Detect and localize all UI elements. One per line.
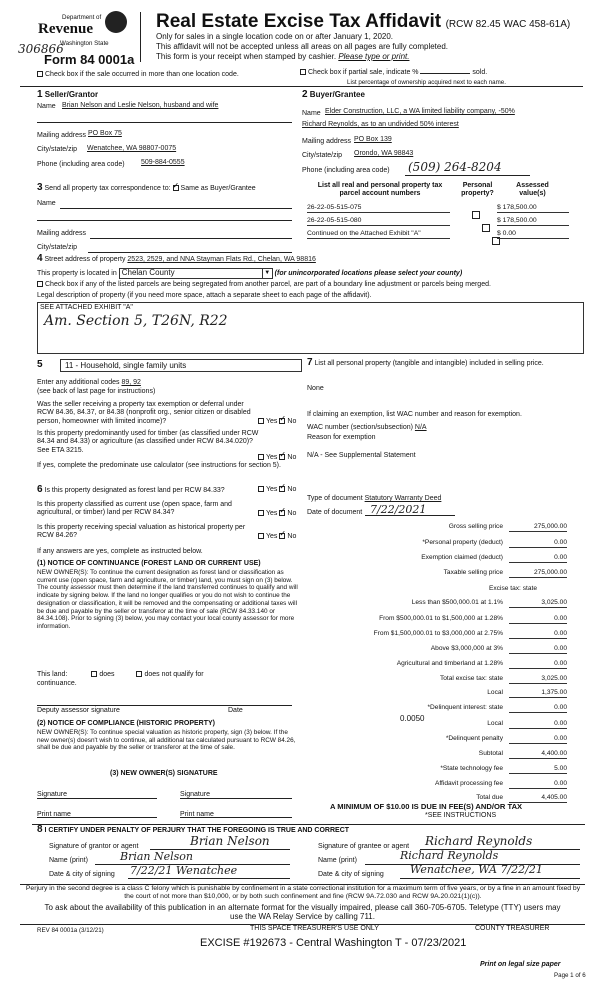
header-divider [140, 12, 141, 62]
street-address-row: 4 Street address of property 2523, 2529, and NNA Stayman Flats Rd., Chelan, WA 98816 [37, 253, 316, 264]
legal-typed: SEE ATTACHED EXHIBIT "A" [40, 304, 133, 311]
notice3-title: (3) NEW OWNER(S) SIGNATURE [110, 770, 218, 777]
receipt-stamp: EXCISE #192673 - Central Washington T - 07/23/2021 [200, 937, 467, 949]
buyer-phone-label: Phone (including area code) [302, 167, 390, 174]
corr-name-label: Name [37, 200, 56, 207]
parcel-number[interactable]: 26-22-05-515-075 [307, 204, 450, 213]
agency-logo-icon [105, 11, 127, 33]
tax-row-value[interactable]: 0.00 [509, 779, 567, 789]
tax-row [305, 629, 567, 638]
tax-row-value[interactable]: 0.00 [509, 644, 567, 654]
grantor-sig-label: Signature of grantor or agent [49, 843, 139, 850]
subtitle-3-text: This form is your receipt when stamped by cashier. [156, 52, 337, 61]
partial-sale-checkbox[interactable] [300, 69, 306, 75]
buyer-phone-field[interactable]: (509) 264-8204 [408, 160, 502, 174]
doc-date-line [365, 515, 455, 516]
tax-row-value[interactable]: 3,025.00 [509, 598, 567, 608]
tax-row [305, 568, 567, 577]
multi-location-checkbox[interactable] [37, 71, 43, 77]
doc-date-field[interactable]: 7/22/2021 [370, 503, 427, 516]
tax-row-label: Less than $500,000.01 at 1.1% [411, 599, 503, 606]
type-or-print: Please type or print. [338, 52, 410, 61]
grantee-signature[interactable]: Richard Reynolds [425, 834, 533, 848]
tax-row [305, 674, 567, 683]
chevron-down-icon[interactable]: ▼ [262, 269, 272, 278]
tax-row-label: From $500,000.01 to $1,500,000 at 1.28% [379, 615, 503, 622]
personal-header: Personal property? [461, 182, 494, 198]
buyer-mail-label: Mailing address [302, 138, 352, 145]
corr-mail-line[interactable] [90, 238, 292, 239]
certify-row: 8 I CERTIFY UNDER PENALTY OF PERJURY THAT THE FOREGOING IS TRUE AND CORRECT [37, 824, 350, 835]
tax-row [305, 719, 567, 728]
grantee-name[interactable]: Richard Reynolds [400, 849, 499, 862]
seller-mail-label: Mailing address [37, 132, 87, 139]
tax-row [305, 734, 567, 743]
tax-row-value[interactable]: 0.00 [509, 629, 567, 639]
parcel-header: List all real and personal property tax parcel account numbers [317, 182, 443, 198]
tax-row-value[interactable]: 0.00 [509, 538, 567, 548]
notice1-title: (1) NOTICE OF CONTINUANCE (FOREST LAND OR CURRENT USE) [37, 560, 261, 567]
owner-sig-label-1: Signature [37, 791, 67, 798]
minimum-due: A MINIMUM OF $10.00 IS DUE IN FEE(S) AND/OR TAX [330, 802, 523, 811]
handwritten-number: 306866 [18, 42, 64, 56]
title-ref: (RCW 82.45 WAC 458-61A) [445, 19, 571, 30]
legal-handwritten: Am. Section 5, T26N, R22 [44, 313, 228, 329]
buyer-name-field-1[interactable]: Elder Construction, LLC, a WA limited liability company, -50% [325, 108, 515, 115]
title-text: Real Estate Excise Tax Affidavit [156, 11, 442, 32]
tax-row-value[interactable]: 275,000.00 [509, 568, 567, 578]
tax-row [305, 764, 567, 773]
assessed-header: Assessed value(s) [516, 182, 549, 198]
corr-mail-label: Mailing address [37, 230, 87, 237]
page-title [156, 11, 570, 33]
tax-row-label: From $1,500,000.01 to $3,000,000 at 2.75% [373, 630, 503, 637]
historic-question: Is this property receiving special valuation as historical property per RCW 84.26? [37, 524, 246, 540]
county-treasurer: COUNTY TREASURER [475, 925, 550, 932]
tax-row [305, 584, 567, 593]
alt-format-notice: To ask about the availability of this publication in an alternate format for the visually impaired, please call 360-705-6705. Teletype (TTY) users may use the WA Relay Service by calling 711. [44, 903, 561, 922]
tax-row [305, 614, 567, 623]
buyer-name-label: Name [302, 110, 321, 117]
tax-row [305, 538, 567, 547]
timber-question: Is this property predominantly used for timber (as classified under RCW 84.34 and 84.33) or agriculture (as classified under RCW 84.34.020)? See ETA 3215. [37, 430, 259, 454]
grantor-date[interactable]: 7/22/21 Wenatchee [130, 864, 238, 877]
tax-row [305, 659, 567, 668]
grantor-date-label: Date & city of signing [49, 871, 115, 878]
does-checkbox[interactable] [91, 671, 97, 677]
notice1-text: NEW OWNER(S): To continue the current designation as forest land or classification as current use (open space, farm and agriculture, or timber) land, you must sign on (3) below. The county assessor must then determine if the land transferred continues to qualify and will indicate by signing below. If the land no longer qualifies or you do not wish to continue the designation or classification, it will be removed and the compensating or additional taxes will be due and payable by the seller or transferor at the time of sale (RCW 84.33.140 or 84.34.108). Prior to signing (3) below, you may contact your local county assessor for more information. [37, 569, 298, 630]
doc-type-field[interactable]: Statutory Warranty Deed [364, 495, 442, 502]
corr-name-line[interactable] [60, 208, 292, 209]
this-land-row: This land: does does not qualify for [37, 671, 204, 678]
notice2-title: (2) NOTICE OF COMPLIANCE (HISTORIC PROPERTY) [37, 720, 215, 727]
grantor-signature[interactable]: Brian Nelson [190, 834, 270, 848]
assessed-value[interactable]: $ 178,500.00 [497, 204, 569, 213]
use-code-select[interactable] [60, 359, 302, 372]
assessed-value[interactable]: $ 178,500.00 [497, 217, 569, 226]
seller-city-label: City/state/zip [37, 146, 78, 153]
tax-row-label: Subtotal [478, 750, 503, 757]
deputy-date-label: Date [228, 707, 243, 714]
tax-row-value[interactable]: 5.00 [509, 764, 567, 774]
partial-sale-label: Check box if partial sale, indicate % [308, 69, 419, 76]
tax-row [305, 688, 567, 697]
rev-label: REV 84 0001a (3/12/21) [37, 927, 104, 934]
grantee-date-label: Date & city of signing [318, 871, 384, 878]
legal-desc-label: Legal description of property (if you need more space, attach a separate sheet to each page of the affidavit). [37, 292, 372, 299]
exemption-answer[interactable]: Yes✓ No [258, 418, 296, 426]
tax-row-label: Affidavit processing fee [434, 780, 503, 787]
parcel-number[interactable]: Continued on the Attached Exhibit "A" [307, 230, 450, 239]
grantee-sig-label: Signature of grantee or agent [318, 843, 410, 850]
tax-row-value[interactable]: 0.00 [509, 553, 567, 563]
tax-row-value[interactable]: 4,405.00 [509, 793, 567, 803]
list-pct-note: List percentage of ownership acquired next to each name. [347, 79, 506, 86]
forest-question: 6 Is this property designated as forest land per RCW 84.33? [37, 484, 225, 495]
perjury-notice: Perjury in the second degree is a class C felony which is punishable by confinement in a state correctional institution for a maximum term of five years, or by a fine in an amount fixed by the court of not more than $10,000, or by both such confinement and fine (RCW 9A.72.030 and RCW 9A.20.021(1)(c)). [25, 885, 581, 900]
page-number: Page 1 of 6 [554, 972, 586, 979]
same-as-buyer-checkbox[interactable] [173, 185, 179, 191]
grantor-date-line [128, 878, 290, 879]
tax-row [305, 598, 567, 607]
grantor-name-label: Name (print) [49, 857, 88, 864]
personal-property-label: 7 List all personal property (tangible and intangible) included in selling price. [307, 357, 544, 368]
treasurer-only: THIS SPACE TREASURER'S USE ONLY [250, 925, 379, 932]
partial-sale-check[interactable] [300, 69, 487, 77]
deputy-sig-label: Deputy assessor signature [37, 707, 120, 714]
county-value: Chelan County [121, 268, 175, 277]
buyer-mail-field[interactable]: PO Box 139 [354, 136, 392, 143]
tax-row-label: Above $3,000,000 at 3% [430, 645, 503, 652]
grantee-date-line [400, 878, 580, 879]
see-instructions: *SEE INSTRUCTIONS [425, 812, 497, 819]
tax-row-label: Gross selling price [448, 523, 503, 530]
legal-desc-box[interactable] [37, 302, 584, 354]
seller-mail-field[interactable]: PO Box 75 [88, 130, 122, 137]
historic-answer[interactable]: Yes✓ No [258, 533, 296, 541]
assessed-value[interactable]: $ 0.00 [497, 230, 569, 239]
timber-note: If yes, complete the predominate use calculator (see instructions for section 5). [37, 462, 281, 469]
deputy-sig-line[interactable] [37, 705, 292, 706]
tax-row-value[interactable]: 0.00 [509, 734, 567, 744]
exemption-question: Was the seller receiving a property tax exemption or deferral under RCW 84.36, 84.37, or 84.38 (nonprofit org., senior citizen or disabled person, homeowner with limited income)? [37, 401, 251, 425]
seller-heading: 1 Seller/Grantor [37, 89, 99, 100]
notice2-text: NEW OWNER(S): To continue special valuation as historic property, sign (3) below. If the new owner(s) doesn't wish to continue, all additional tax calculated pursuant to RCW 84.26, shall be due and payable by the seller or transferor at the time of sale. [37, 729, 296, 752]
reason-field[interactable]: N/A - See Supplemental Statement [307, 452, 416, 459]
segregate-check[interactable]: Check box if any of the listed parcels are being segregated from another parcel, are part of a boundary line adjustment or parcels being merged. [37, 281, 491, 289]
continuance-label: continuance. [37, 680, 77, 687]
if-yes-note: If any answers are yes, complete as instructed below. [37, 548, 203, 555]
tax-row-label: Total due [476, 794, 503, 801]
doc-date-label: Date of document [307, 509, 363, 516]
buyer-phone-line [405, 175, 530, 176]
buyer-city-label: City/state/zip [302, 152, 343, 159]
segregate-checkbox[interactable] [37, 281, 43, 287]
reason-label: Reason for exemption [307, 434, 376, 441]
subtitle-3 [156, 52, 409, 61]
current-use-question: Is this property classified as current use (open space, farm and agricultural, or timber) land per RCW 84.34? [37, 501, 232, 517]
tax-row-label: Excise tax: state [488, 585, 537, 592]
tax-row-label: *State technology fee [440, 765, 503, 772]
section8-rule [32, 824, 585, 825]
sold-label: sold. [472, 69, 488, 76]
revenue-label: Revenue [38, 21, 93, 37]
legal-paper-note: Print on legal size paper [480, 961, 561, 968]
tax-row-label: Local [487, 720, 503, 727]
buyer-city-field[interactable]: Orondo, WA 98843 [354, 150, 414, 157]
subtitle-1: Only for sales in a single location code on or after January 1, 2020. [156, 32, 394, 41]
dept-label: Department of [62, 14, 102, 21]
tax-row [305, 522, 567, 531]
tax-row-label: *Delinquent interest: state [427, 704, 503, 711]
local-rate: 0.0050 [400, 714, 425, 723]
subtitle-2: This affidavit will not be accepted unless all areas on all pages are fully completed. [156, 42, 449, 51]
grantor-name[interactable]: Brian Nelson [120, 850, 194, 863]
correspondence-label: 3 Send all property tax correspondence to: ✓ Same as Buyer/Grantee [37, 184, 256, 193]
tax-row-value[interactable]: 3,025.00 [509, 674, 567, 684]
tax-row-label: Taxable selling price [443, 569, 503, 576]
tax-row-label: Local [487, 689, 503, 696]
buyer-name-field-2[interactable]: Richard Reynolds, as to an undivided 50% interest [302, 121, 459, 128]
use-code-value: 11 - Household, single family units [65, 361, 187, 370]
seller-city-field[interactable]: Wenatchee, WA 98807-0075 [87, 145, 177, 152]
tax-row-label: *Delinquent penalty [445, 735, 503, 742]
tax-row [305, 793, 567, 802]
seller-phone-label: Phone (including area code) [37, 161, 125, 168]
grantee-name-label: Name (print) [318, 857, 357, 864]
tax-row-value[interactable]: 0.00 [509, 703, 567, 713]
located-row: This property is located in Chelan County ▼ (for unincorporated locations please select your county) [37, 268, 462, 279]
tax-row-value[interactable]: 0.00 [509, 659, 567, 669]
tax-row [305, 553, 567, 562]
tax-row [305, 749, 567, 758]
section5-num: 5 [37, 359, 43, 370]
does-not-checkbox[interactable] [136, 671, 142, 677]
forest-answer[interactable]: Yes✓ No [258, 486, 296, 494]
seller-name-label: Name [37, 103, 56, 110]
personal-property-value[interactable]: None [307, 385, 324, 392]
tax-row-label: Agricultural and timberland at 1.28% [396, 660, 503, 667]
current-use-answer[interactable]: Yes✓ No [258, 510, 296, 518]
state-label: Washington State [60, 40, 109, 47]
exempt-note: If claiming an exemption, list WAC number and reason for exemption. [307, 411, 522, 418]
tax-row-label: Total excise tax: state [439, 675, 503, 682]
codes-row: Enter any additional codes 89, 92 [37, 379, 141, 386]
owner-print-label-2: Print name [180, 811, 214, 818]
doc-type-row: Type of document Statutory Warranty Deed [307, 495, 442, 502]
tax-row [305, 644, 567, 653]
additional-codes-field[interactable]: 89, 92 [121, 379, 141, 386]
parcel-number[interactable]: 26-22-05-515-080 [307, 217, 450, 226]
corr-city-line[interactable] [88, 252, 292, 253]
grantee-date[interactable]: Wenatchee, WA 7/22/21 [410, 863, 543, 876]
street-address-field[interactable]: 2523, 2529, and NNA Stayman Flats Rd., Chelan, WA 98816 [127, 256, 316, 263]
tax-row-value[interactable]: 0.00 [509, 719, 567, 729]
form-number: Form 84 0001a [44, 52, 135, 67]
wac-row: WAC number (section/subsection) N/A [307, 424, 427, 431]
tax-row-value[interactable]: 275,000.00 [509, 522, 567, 532]
corr-city-label: City/state/zip [37, 244, 78, 251]
tax-row-value[interactable]: 4,400.00 [509, 749, 567, 759]
seller-name-line2 [37, 122, 292, 123]
owner-print-label-1: Print name [37, 811, 71, 818]
codes-note: (see back of last page for instructions) [37, 388, 156, 395]
top-rule [20, 86, 583, 87]
timber-answer[interactable]: Yes✓ No [258, 454, 296, 462]
tax-row [305, 779, 567, 788]
buyer-heading: 2 Buyer/Grantee [302, 89, 365, 100]
multi-location-check[interactable] [37, 71, 239, 79]
seller-name-field[interactable]: Brian Nelson and Leslie Nelson, husband and wife [62, 102, 219, 109]
personal-property-checkbox[interactable] [482, 224, 490, 232]
multi-location-label: Check box if the sale occurred in more than one location code. [45, 71, 239, 78]
tax-row-label: Exemption claimed (deduct) [421, 554, 503, 561]
wac-field[interactable]: N/A [414, 424, 427, 431]
tax-row [305, 703, 567, 712]
personal-property-checkbox[interactable] [472, 211, 480, 219]
tax-row-label: *Personal property (deduct) [422, 539, 503, 546]
corr-line-2 [37, 220, 292, 221]
tax-row-value[interactable]: 1,375.00 [509, 688, 567, 698]
owner-sig-label-2: Signature [180, 791, 210, 798]
county-select[interactable] [119, 268, 273, 279]
tax-row-value[interactable]: 0.00 [509, 614, 567, 624]
seller-phone-field[interactable]: 509-884-0555 [141, 159, 185, 166]
